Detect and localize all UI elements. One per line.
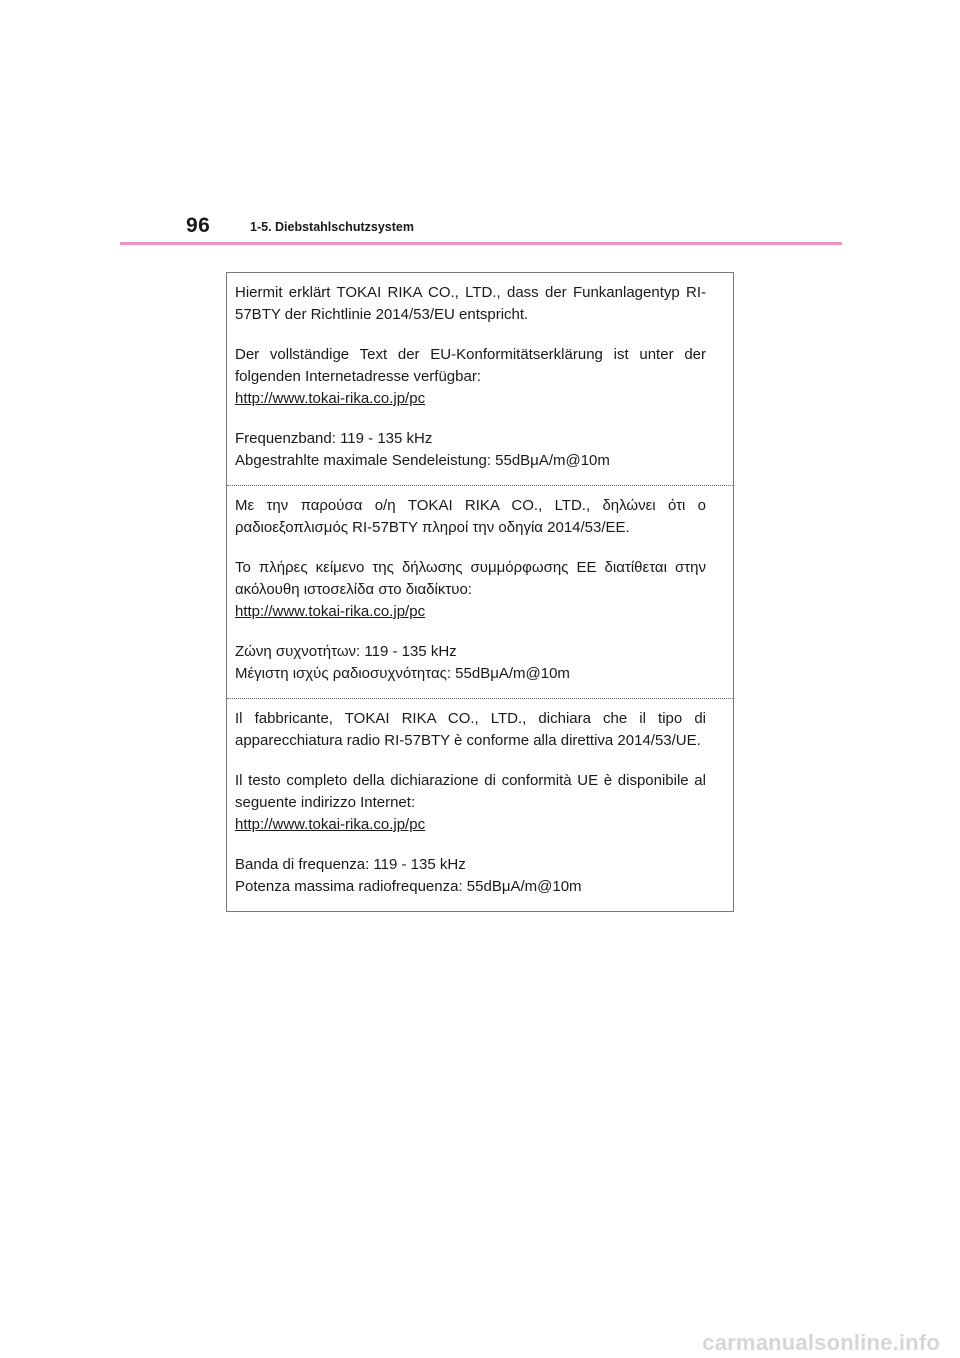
- declaration-url-link[interactable]: http://www.tokai-rika.co.jp/pc: [235, 390, 426, 407]
- specs-block: [235, 428, 706, 472]
- availability-text: Το πλήρες κείμενο της δήλωσης συμμόρφωσης ΕΕ διατίθεται στην ακόλουθη ιστοσελίδα στο διαδίκτυο:: [235, 559, 706, 598]
- notice-section-italian: [227, 698, 733, 911]
- specs-block: [235, 854, 706, 898]
- availability-block: [235, 344, 706, 410]
- declaration-text: Με την παρούσα ο/η TOKAI RIKA CO., LTD., δηλώνει ότι ο ραδιοεξοπλισμός RI-57BTY πληροί την οδηγία 2014/53/ΕΕ.: [235, 497, 706, 536]
- declaration-url-link[interactable]: http://www.tokai-rika.co.jp/pc: [235, 816, 426, 833]
- availability-text: Il testo completo della dichiarazione di conformità UE è disponibile al seguente indirizzo Internet:: [235, 772, 706, 811]
- specs-block: [235, 641, 706, 685]
- frequency-band: Frequenzband: 119 - 135 kHz: [235, 430, 433, 447]
- section-title: 1-5. Diebstahlschutzsystem: [250, 220, 414, 234]
- frequency-band: Ζώνη συχνοτήτων: 119 - 135 kHz: [235, 643, 457, 660]
- declaration-text: Hiermit erklärt TOKAI RIKA CO., LTD., dass der Funkanlagentyp RI-57BTY der Richtlinie 2014/53/EU entspricht.: [235, 284, 706, 323]
- declaration-url-link[interactable]: http://www.tokai-rika.co.jp/pc: [235, 603, 426, 620]
- max-power: Abgestrahlte maximale Sendeleistung: 55dBμA/m@10m: [235, 452, 610, 469]
- declaration-box: [226, 272, 734, 912]
- availability-block: [235, 770, 706, 836]
- availability-block: [235, 557, 706, 623]
- page-number: 96: [186, 214, 211, 237]
- availability-text: Der vollständige Text der EU-Konformitätserklärung ist unter der folgenden Internetadresse verfügbar:: [235, 346, 706, 385]
- max-power: Μέγιστη ισχύς ραδιοσυχνότητας: 55dBμA/m@10m: [235, 665, 570, 682]
- declaration-text: Il fabbricante, TOKAI RIKA CO., LTD., dichiara che il tipo di apparecchiatura radio RI-57BTY è conforme alla direttiva 2014/53/UE.: [235, 710, 706, 749]
- notice-section-german: [227, 273, 733, 485]
- max-power: Potenza massima radiofrequenza: 55dBμA/m@10m: [235, 878, 582, 895]
- header-divider: [120, 242, 842, 245]
- site-watermark: carmanualsonline.info: [702, 1330, 940, 1355]
- notice-section-greek: [227, 485, 733, 698]
- frequency-band: Banda di frequenza: 119 - 135 kHz: [235, 856, 466, 873]
